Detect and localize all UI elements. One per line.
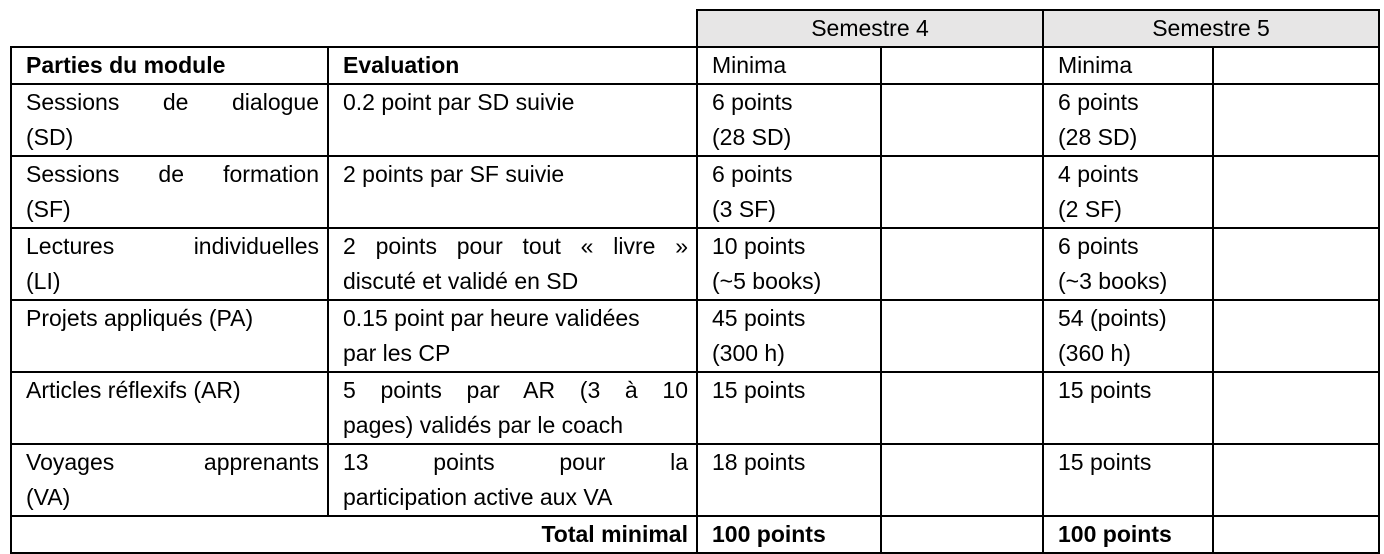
part-line: Sessions de formation bbox=[26, 161, 319, 187]
blank-cell bbox=[11, 10, 328, 47]
part-line: Voyages apprenants bbox=[26, 449, 319, 475]
part-cell bbox=[11, 300, 328, 372]
empty-cell bbox=[881, 228, 1043, 300]
s5-line: (28 SD) bbox=[1058, 124, 1138, 150]
s5-line: (360 h) bbox=[1058, 340, 1131, 366]
module-evaluation-table bbox=[10, 9, 1380, 554]
part-line: Articles réflexifs (AR) bbox=[26, 377, 241, 403]
table-row bbox=[11, 156, 1379, 228]
s5-line: (~3 books) bbox=[1058, 268, 1168, 294]
part-line: Lectures individuelles bbox=[26, 233, 319, 259]
part-line: (SD) bbox=[26, 124, 74, 150]
empty-cell bbox=[1213, 300, 1379, 372]
empty-cell bbox=[881, 47, 1043, 84]
evaluation-cell bbox=[328, 84, 697, 156]
evaluation-line: 5 points par AR (3 à 10 bbox=[343, 377, 688, 403]
part-line: (VA) bbox=[26, 484, 71, 510]
s5-cell bbox=[1043, 228, 1213, 300]
evaluation-line: 13 points pour la bbox=[343, 449, 688, 475]
empty-cell bbox=[1213, 228, 1379, 300]
table-row bbox=[11, 300, 1379, 372]
empty-cell bbox=[1213, 47, 1379, 84]
evaluation-cell bbox=[328, 372, 697, 444]
s4-line: 6 points bbox=[712, 89, 793, 115]
s4-line: 15 points bbox=[712, 377, 806, 403]
evaluation-line: 0.15 point par heure validées bbox=[343, 305, 640, 331]
evaluation-cell bbox=[328, 444, 697, 516]
table-row bbox=[11, 372, 1379, 444]
s5-line: 4 points bbox=[1058, 161, 1139, 187]
column-header-row bbox=[11, 47, 1379, 84]
total-s5: 100 points bbox=[1043, 516, 1213, 553]
part-line: (SF) bbox=[26, 196, 71, 222]
s5-line: (2 SF) bbox=[1058, 196, 1122, 222]
s4-line: 10 points bbox=[712, 233, 806, 259]
s5-cell bbox=[1043, 84, 1213, 156]
evaluation-line: 2 points par SF suivie bbox=[343, 161, 565, 187]
s4-cell bbox=[697, 156, 881, 228]
s4-line: (3 SF) bbox=[712, 196, 776, 222]
s4-cell bbox=[697, 84, 881, 156]
evaluation-header: Evaluation bbox=[328, 47, 697, 84]
part-line: (LI) bbox=[26, 268, 61, 294]
empty-cell bbox=[881, 156, 1043, 228]
empty-cell bbox=[1213, 516, 1379, 553]
part-cell bbox=[11, 156, 328, 228]
part-line: Projets appliqués (PA) bbox=[26, 305, 254, 331]
empty-cell bbox=[1213, 372, 1379, 444]
s5-cell bbox=[1043, 372, 1213, 444]
table-row bbox=[11, 228, 1379, 300]
s5-cell bbox=[1043, 444, 1213, 516]
semester-5-header: Semestre 5 bbox=[1043, 10, 1379, 47]
s5-line: 15 points bbox=[1058, 449, 1152, 475]
s4-line: 6 points bbox=[712, 161, 793, 187]
minima-s5-header: Minima bbox=[1043, 47, 1213, 84]
s5-line: 15 points bbox=[1058, 377, 1152, 403]
total-label: Total minimal bbox=[11, 516, 697, 553]
s4-line: (300 h) bbox=[712, 340, 785, 366]
empty-cell bbox=[1213, 156, 1379, 228]
s4-cell bbox=[697, 228, 881, 300]
evaluation-line: participation active aux VA bbox=[343, 484, 613, 510]
table-row bbox=[11, 84, 1379, 156]
s5-line: 6 points bbox=[1058, 89, 1139, 115]
total-s4: 100 points bbox=[697, 516, 881, 553]
s4-line: 18 points bbox=[712, 449, 806, 475]
s4-cell bbox=[697, 372, 881, 444]
part-line: Sessions de dialogue bbox=[26, 89, 319, 115]
s5-cell bbox=[1043, 156, 1213, 228]
part-cell bbox=[11, 228, 328, 300]
s4-line: (~5 books) bbox=[712, 268, 822, 294]
part-cell bbox=[11, 444, 328, 516]
table-row bbox=[11, 444, 1379, 516]
evaluation-cell bbox=[328, 228, 697, 300]
total-row bbox=[11, 516, 1379, 553]
evaluation-line: 2 points pour tout « livre » bbox=[343, 233, 688, 259]
empty-cell bbox=[881, 372, 1043, 444]
evaluation-line: discuté et validé en SD bbox=[343, 268, 579, 294]
empty-cell bbox=[881, 444, 1043, 516]
s4-cell bbox=[697, 300, 881, 372]
part-cell bbox=[11, 372, 328, 444]
s5-line: 54 (points) bbox=[1058, 305, 1167, 331]
semester-4-header: Semestre 4 bbox=[697, 10, 1043, 47]
semester-header-row bbox=[11, 10, 1379, 47]
empty-cell bbox=[881, 84, 1043, 156]
evaluation-line: 0.2 point par SD suivie bbox=[343, 89, 575, 115]
evaluation-line: par les CP bbox=[343, 340, 451, 366]
s4-cell bbox=[697, 444, 881, 516]
evaluation-cell bbox=[328, 300, 697, 372]
blank-cell bbox=[328, 10, 697, 47]
s5-cell bbox=[1043, 300, 1213, 372]
part-cell bbox=[11, 84, 328, 156]
s5-line: 6 points bbox=[1058, 233, 1139, 259]
empty-cell bbox=[881, 516, 1043, 553]
s4-line: (28 SD) bbox=[712, 124, 792, 150]
s4-line: 45 points bbox=[712, 305, 806, 331]
minima-s4-header: Minima bbox=[697, 47, 881, 84]
evaluation-line: pages) validés par le coach bbox=[343, 412, 623, 438]
empty-cell bbox=[881, 300, 1043, 372]
parts-header: Parties du module bbox=[11, 47, 328, 84]
evaluation-cell bbox=[328, 156, 697, 228]
empty-cell bbox=[1213, 444, 1379, 516]
empty-cell bbox=[1213, 84, 1379, 156]
